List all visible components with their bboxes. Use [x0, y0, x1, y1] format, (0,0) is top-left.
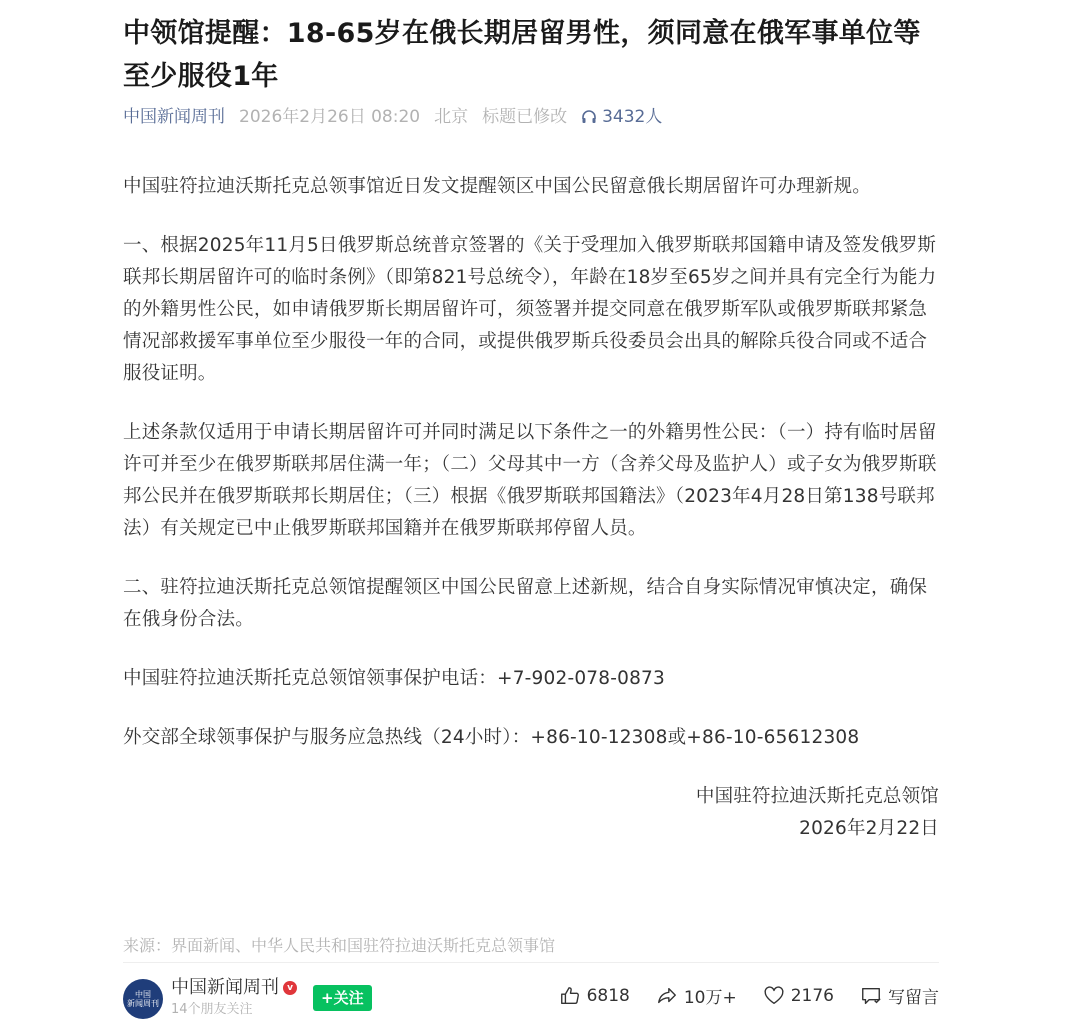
article-footer [123, 975, 939, 1021]
avatar-text-bottom: 新闻周刊 [127, 999, 159, 1008]
comment-button[interactable] [860, 983, 939, 1008]
article-meta [123, 104, 662, 130]
verified-badge-icon: v [283, 981, 297, 995]
meta-source-link[interactable]: 中国新闻周刊 [123, 107, 225, 127]
meta-place: 北京 [434, 107, 469, 127]
signature-date: 2026年2月22日 [799, 818, 939, 839]
account-info[interactable] [171, 975, 297, 1019]
action-bar [533, 983, 939, 1008]
paragraph: 中国驻符拉迪沃斯托克总领事馆近日发文提醒领区中国公民留意俄长期居留许可办理新规。 [123, 176, 872, 197]
paragraph: 一、根据2025年11月5日俄罗斯总统普京签署的《关于受理加入俄罗斯联邦国籍申请及签发俄罗斯联邦长期居留许可的临时条例》（即第821号总统令），年龄在18岁至65岁之间并具有完全行为能力的外籍男性公民，如申请俄罗斯长期居留许可，须签署并提交同意在俄罗斯军队或俄罗斯联邦紧急情况部救援军事单位至少服役一年的合同，或提供俄罗斯兵役委员会出具的解除兵役合同或不适合服役证明。 [123, 235, 937, 384]
article-body [123, 171, 939, 845]
thumbs-up-icon [559, 985, 581, 1007]
share-arrow-icon [656, 985, 678, 1007]
comment-icon [860, 985, 882, 1007]
signature-org: 中国驻符拉迪沃斯托克总领馆 [695, 786, 939, 807]
friends-following: 14个朋友关注 [171, 1002, 253, 1017]
paragraph: 上述条款仅适用于申请长期居留许可并同时满足以下条件之一的外籍男性公民：（一）持有临时居留许可并至少在俄罗斯联邦居住满一年；（二）父母其中一方（含养父母及监护人）或子女为俄罗斯联邦公民并在俄罗斯联邦长期居住；（三）根据《俄罗斯联邦国籍法》（2023年4月28日第138号联邦法）有关规定已中止俄罗斯联邦国籍并在俄罗斯联邦停留人员。 [123, 422, 937, 539]
like-count: 6818 [586, 985, 630, 1006]
favorite-button[interactable] [763, 985, 834, 1007]
paragraph: 中国驻符拉迪沃斯托克总领馆领事保护电话：+7-902-078-0873 [123, 668, 666, 689]
share-count: 10万+ [683, 988, 737, 1008]
footer-divider [123, 962, 939, 963]
listen-count: 3432人 [602, 107, 663, 127]
follow-button[interactable]: +关注 [313, 985, 372, 1011]
article [123, 0, 939, 1017]
comment-label: 写留言 [888, 988, 939, 1008]
news-logo-icon[interactable] [123, 979, 163, 1019]
like-button[interactable] [559, 985, 630, 1007]
paragraph: 外交部全球领事保护与服务应急热线（24小时）：+86-10-12308或+86-10-65612308 [123, 727, 860, 748]
heart-icon [763, 985, 785, 1007]
avatar-text-top: 中国 [135, 990, 151, 999]
paragraph: 二、驻符拉迪沃斯托克总领馆提醒领区中国公民留意上述新规，结合自身实际情况审慎决定，确保在俄身份合法。 [123, 577, 928, 630]
meta-edited-note: 标题已修改 [482, 107, 568, 127]
share-button[interactable] [656, 983, 737, 1008]
account-name: 中国新闻周刊 [171, 977, 279, 998]
meta-date: 2026年2月26日 08:20 [239, 107, 421, 127]
listen-button[interactable] [581, 104, 662, 130]
favorite-count: 2176 [790, 985, 834, 1006]
headphones-icon [581, 109, 597, 125]
source-note: 来源：界面新闻、中华人民共和国驻符拉迪沃斯托克总领事馆 [123, 936, 556, 955]
article-title: 中领馆提醒：18-65岁在俄长期居留男性，须同意在俄军事单位等至少服役1年 [123, 18, 921, 92]
